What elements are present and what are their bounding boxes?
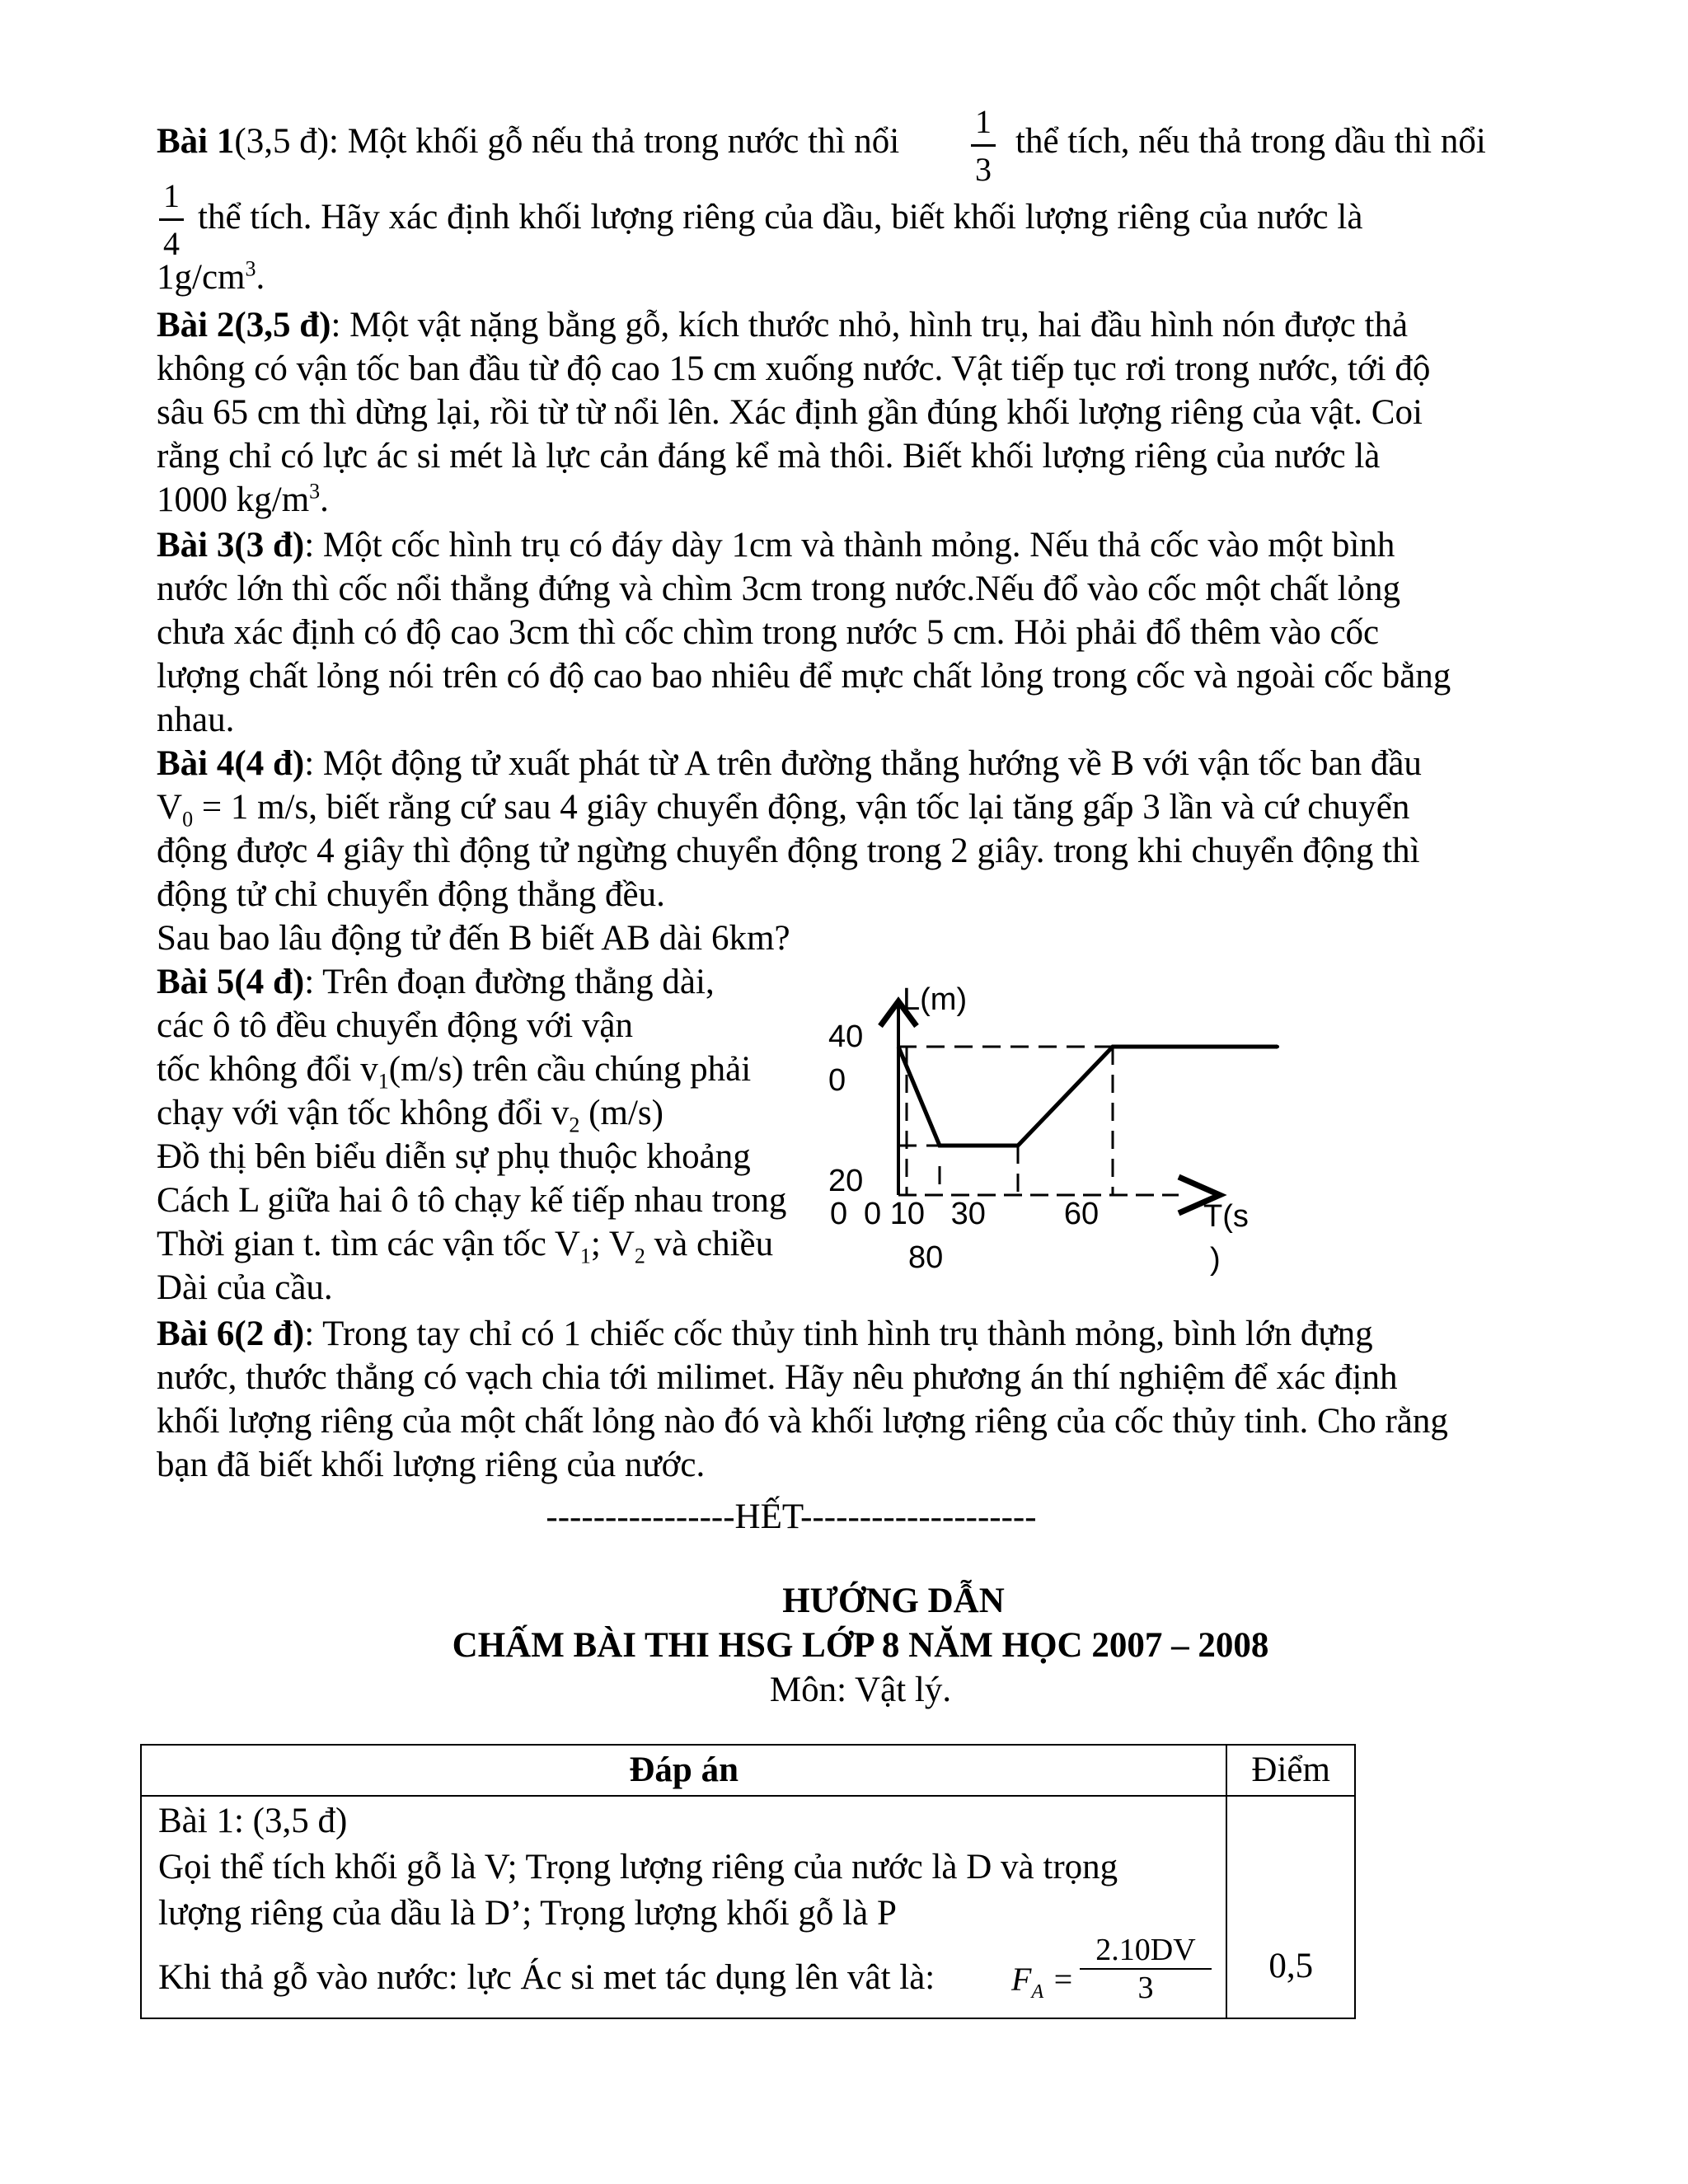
superscript: 3 (309, 479, 321, 504)
fraction-bar (159, 218, 184, 221)
data-point (1016, 1144, 1020, 1147)
bai6-text: : Trong tay chỉ có 1 chiếc cốc thủy tinh hình trụ thành mỏng, bình lớn đựng (304, 1315, 1373, 1353)
bai4-label: Bài 4(4 đ) (157, 744, 305, 783)
bai1-text-c: thể tích. Hãy xác định khối lượng riêng của dầu, biết khối lượng riêng của nước là (198, 198, 1363, 237)
bai2-last: 1000 kg/m (157, 480, 310, 519)
bai2-line2: không có vận tốc ban đầu từ độ cao 15 cm xuống nước. Vật tiếp tục rơi trong nước, tới độ (157, 349, 1431, 388)
bai5-line4-a: chạy với vận tốc không đổi v (157, 1094, 570, 1132)
bai3-line1 (157, 523, 1558, 567)
x-tick-labels: 0 10 30 60 (864, 1197, 1100, 1231)
bai1-text-d: 1g/cm (157, 258, 246, 297)
bai6-line3: khối lượng riêng của một chất lỏng nào đó và khối lượng riêng của cốc thủy tinh. Cho rằng (157, 1402, 1448, 1441)
table-header-row (141, 1745, 1355, 1796)
subject-line: Môn: Vật lý. (769, 1671, 952, 1709)
subscript: 2 (569, 1113, 580, 1137)
formula-denominator: 3 (1137, 1971, 1154, 2005)
formula-sub: A (1031, 1981, 1044, 2003)
formula-fraction (1080, 1932, 1212, 2006)
bai5-line7-a: Thời gian t. tìm các vận tốc V (157, 1225, 580, 1263)
answer-line: lượng riêng của dầu là D’; Trọng lượng khối gỗ là P (158, 1894, 897, 1933)
fraction-numerator: 1 (975, 103, 992, 140)
bai4-line2-text: = 1 m/s, biết rằng cứ sau 4 giây chuyển động, vận tốc lại tăng gấp 3 lần và cứ chuyển (193, 788, 1410, 827)
bai5-line8: Dài của cầu. (157, 1268, 333, 1307)
bai2-label: Bài 2(3,5 đ) (157, 306, 331, 344)
bai4-text: : Một động tử xuất phát từ A trên đường thẳng hướng về B với vận tốc ban đầu (304, 744, 1422, 783)
formula-lhs: $F_A$ = (1011, 1961, 1075, 2003)
bai5-line3-a: tốc không đổi v (157, 1050, 378, 1089)
bai5-line4-b: (m/s) (579, 1094, 663, 1132)
table-row (141, 1796, 1355, 2018)
bai1-line2 (198, 195, 1599, 239)
subscript: 2 (634, 1244, 645, 1268)
fraction-bar (971, 144, 996, 147)
answer-line: Khi thả gỗ vào nước: lực Ác si met tác dụng lên vât là: (158, 1958, 935, 1997)
bai5-line5: Đồ thị bên biểu diễn sự phụ thuộc khoảng (157, 1137, 751, 1176)
x-axis-label-end: ) (1210, 1242, 1221, 1277)
bai2-line1 (157, 303, 1558, 347)
bai3-text: : Một cốc hình trụ có đáy dày 1cm và thành mỏng. Nếu thả cốc vào một bình (304, 526, 1395, 565)
bai5-line2: các ô tô đều chuyển động với vận (157, 1006, 633, 1045)
bai5-line7-b: ; V (590, 1225, 635, 1263)
bai1-label: Bài 1 (157, 122, 235, 161)
distance-time-graph (816, 972, 1311, 1302)
guide-subtitle: CHẤM BÀI THI HSG LỚP 8 NĂM HỌC 2007 – 2008 (452, 1626, 1269, 1665)
formula-f: F (1011, 1961, 1032, 1998)
answer-formula-line (158, 1933, 1209, 2016)
series-line (898, 1047, 1278, 1146)
bai5-text: : Trên đoạn đường thẳng dài, (304, 963, 715, 1001)
header-answer: Đáp án (141, 1745, 1226, 1796)
bai5-line7-c: và chiều (645, 1225, 774, 1263)
subscript: 1 (377, 1069, 389, 1094)
guide-title: HƯỚNG DẪN (782, 1582, 1005, 1620)
bai4-line1 (157, 742, 1558, 785)
bai6-line4: bạn đã biết khối lượng riêng của nước. (157, 1446, 706, 1484)
answer-line: Gọi thể tích khối gỗ là V; Trọng lượng riêng của nước là D và trọng (158, 1848, 1118, 1886)
bai1-text-b: thể tích, nếu thả trong dầu thì nổi (1015, 122, 1486, 161)
y-tick-400-b: 0 (828, 1063, 846, 1098)
bai4-line4: động tử chỉ chuyển động thẳng đều. (157, 875, 665, 914)
bai3-line3: chưa xác định có độ cao 3cm thì cốc chìm trong nước 5 cm. Hỏi phải đổ thêm vào cốc (157, 613, 1380, 652)
bai1-fraction-1-4 (159, 176, 184, 263)
subscript: 1 (579, 1244, 591, 1268)
bai1-fraction-1-3 (971, 102, 996, 189)
y-tick-200-b: 0 (830, 1197, 848, 1231)
end-line: ----------------HẾT-------------------- (546, 1497, 1037, 1536)
bai4-v: V (157, 788, 183, 827)
bai2-line3: sâu 65 cm thì dừng lại, rồi từ từ nổi lên. Xác định gần đúng khối lượng riêng của vật. Coi (157, 393, 1423, 432)
bai1-points: (3,5 đ) (234, 122, 330, 161)
x-tick-80: 80 (908, 1240, 944, 1275)
bai6-line1 (157, 1312, 1558, 1356)
bai2-line5 (157, 478, 1558, 522)
bai1-text-d-end: . (256, 258, 265, 297)
data-point (1111, 1045, 1114, 1048)
data-point (1276, 1045, 1279, 1048)
y-tick-200-a: 20 (828, 1164, 864, 1198)
bai4-line5: Sau bao lâu động tử đến B biết AB dài 6km? (157, 919, 790, 958)
bai4-line3: động được 4 giây thì động tử ngừng chuyển động trong 2 giây. trong khi chuyển động thì (157, 832, 1420, 870)
fraction-denominator: 3 (975, 151, 992, 188)
data-point (897, 1045, 900, 1048)
bai1-line1-end (1015, 120, 1592, 163)
score-cell: 0,5 (1226, 1796, 1355, 2018)
bai5-label: Bài 5(4 đ) (157, 963, 305, 1001)
answer-line: Bài 1: (3,5 đ) (158, 1802, 348, 1840)
bai2-last-end: . (320, 480, 329, 519)
y-tick-400-a: 40 (828, 1019, 864, 1054)
bai5-line6: Cách L giữa hai ô tô chạy kế tiếp nhau trong (157, 1181, 787, 1220)
bai1-line3 (157, 255, 1558, 299)
bai6-line2: nước, thước thẳng có vạch chia tới milimet. Hãy nêu phương án thí nghiệm để xác định (157, 1358, 1398, 1397)
superscript: 3 (245, 256, 256, 281)
bai6-label: Bài 6(2 đ) (157, 1315, 305, 1353)
series-layer (897, 1045, 1279, 1195)
header-score: Điểm (1226, 1745, 1355, 1796)
bai3-line5: nhau. (157, 701, 235, 739)
bai3-label: Bài 3(3 đ) (157, 526, 305, 565)
bai5-line3-b: (m/s) trên cầu chúng phải (388, 1050, 752, 1089)
bai2-line4: rằng chỉ có lực ác si mét là lực cản đáng kể mà thôi. Biết khối lượng riêng của nước là (157, 437, 1381, 476)
bai1-text-a: : Một khối gỗ nếu thả trong nước thì nổi (329, 122, 900, 161)
subscript: 0 (182, 807, 194, 832)
answer-cell (141, 1796, 1226, 2018)
answer-table (140, 1744, 1356, 2019)
bai3-line2: nước lớn thì cốc nổi thẳng đứng và chìm 3cm trong nước.Nếu đổ vào cốc một chất lỏng (157, 569, 1401, 608)
x-axis-label: T(s (1203, 1199, 1249, 1234)
fraction-numerator: 1 (163, 177, 180, 214)
bai3-line4: lượng chất lỏng nói trên có độ cao bao nhiêu để mực chất lỏng trong cốc và ngoài cốc bằng (157, 657, 1451, 696)
bai4-line2 (157, 785, 1558, 832)
bai2-text: : Một vật nặng bằng gỗ, kích thước nhỏ, hình trụ, hai đầu hình nón được thả (331, 306, 1409, 344)
fraction-denominator: 4 (163, 225, 180, 262)
formula-numerator: 2.10DV (1095, 1933, 1196, 1967)
y-axis-label: L(m) (903, 982, 968, 1017)
data-point (938, 1144, 941, 1147)
